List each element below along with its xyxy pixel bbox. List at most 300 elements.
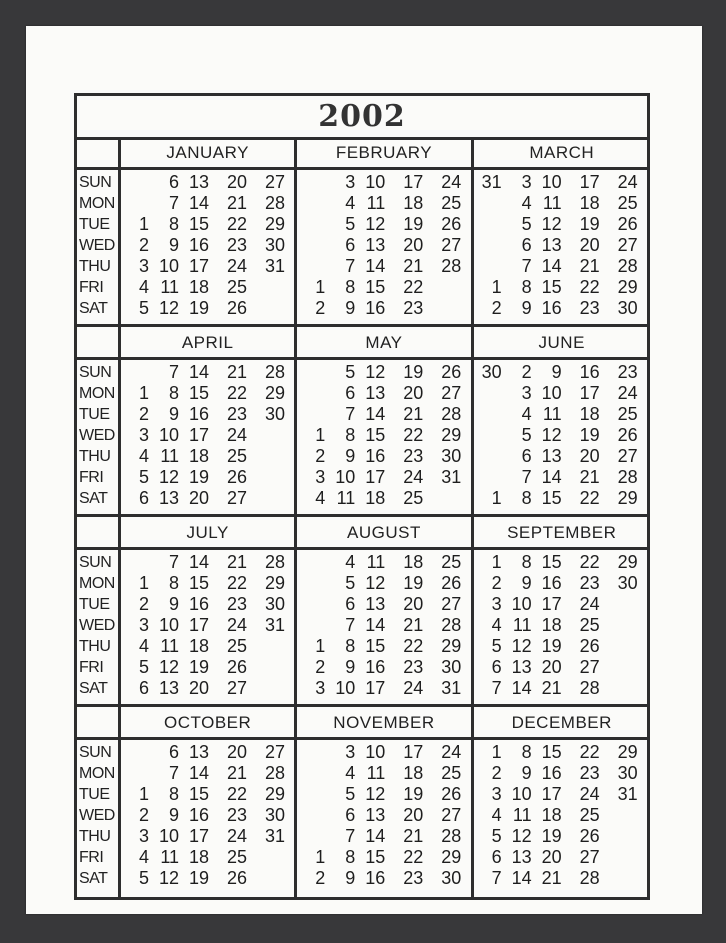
date-cell: 24 [617, 383, 638, 403]
date-cell: 28 [441, 826, 462, 846]
date-cell: 10 [541, 383, 562, 403]
week-row [474, 488, 650, 509]
date-cell: 11 [512, 805, 532, 825]
day-label: TUE [79, 406, 110, 423]
date-cell: 8 [168, 784, 179, 804]
week-row [121, 235, 294, 256]
date-cell: 21 [403, 826, 424, 846]
day-labels-column [77, 707, 121, 897]
date-cell: 9 [521, 573, 532, 593]
date-cell: 6 [345, 235, 356, 255]
date-cell: 12 [511, 826, 532, 846]
date-cell: 12 [365, 214, 386, 234]
date-cell: 8 [521, 742, 532, 762]
date-cell: 29 [264, 383, 285, 403]
week-row [297, 256, 470, 277]
date-cell: 22 [226, 214, 247, 234]
week-row [297, 784, 470, 805]
date-cell: 9 [345, 298, 356, 318]
date-cell: 4 [138, 636, 149, 656]
month-name: FEBRUARY [297, 137, 470, 170]
date-cell: 13 [365, 594, 386, 614]
date-cell: 27 [226, 488, 247, 508]
date-cell: 29 [264, 214, 285, 234]
week-row [474, 615, 650, 636]
month-block [121, 327, 297, 514]
week-row [121, 784, 294, 805]
date-cell: 14 [188, 193, 209, 213]
day-label: MON [79, 195, 115, 212]
date-cell: 28 [441, 615, 462, 635]
date-cell: 28 [441, 256, 462, 276]
date-cell: 4 [521, 404, 532, 424]
date-cell: 8 [345, 277, 356, 297]
date-cell: 13 [511, 847, 532, 867]
date-cell: 21 [226, 552, 247, 572]
date-cell: 25 [226, 636, 247, 656]
date-cell: 13 [365, 383, 386, 403]
date-cell: 27 [226, 678, 247, 698]
week-row [297, 298, 470, 319]
date-cell: 16 [188, 805, 209, 825]
day-label: WED [79, 427, 115, 444]
date-cell: 26 [441, 214, 462, 234]
week-row [121, 467, 294, 488]
date-cell: 13 [365, 805, 386, 825]
date-cell: 13 [158, 488, 179, 508]
date-cell: 18 [188, 446, 209, 466]
date-cell: 23 [226, 805, 247, 825]
date-cell: 14 [511, 868, 532, 888]
date-cell: 22 [403, 277, 424, 297]
month-block [121, 517, 297, 704]
date-cell: 26 [617, 214, 638, 234]
date-cell: 3 [138, 425, 149, 445]
date-cell: 25 [226, 277, 247, 297]
date-cell: 15 [188, 784, 209, 804]
date-cell: 2 [315, 868, 326, 888]
date-cell: 27 [617, 446, 638, 466]
date-cell: 29 [441, 636, 462, 656]
day-labels-column [77, 327, 121, 514]
month-name: AUGUST [297, 517, 470, 550]
date-cell: 19 [188, 868, 209, 888]
week-row [297, 467, 470, 488]
day-labels-column [77, 137, 121, 324]
date-cell: 25 [226, 446, 247, 466]
date-cell: 19 [403, 573, 424, 593]
date-cell: 17 [579, 383, 600, 403]
date-cell: 5 [345, 214, 356, 234]
date-cell: 10 [158, 826, 179, 846]
week-row [121, 657, 294, 678]
date-cell: 18 [188, 277, 209, 297]
date-cell: 21 [579, 467, 600, 487]
date-cell: 19 [188, 657, 209, 677]
date-cell: 23 [226, 404, 247, 424]
date-cell: 14 [188, 763, 209, 783]
date-cell: 24 [226, 615, 247, 635]
date-cell: 13 [158, 678, 179, 698]
calendar-frame [74, 93, 650, 900]
date-cell: 26 [579, 826, 600, 846]
month-block [121, 707, 297, 897]
date-cell: 22 [579, 552, 600, 572]
day-label: SUN [79, 744, 112, 761]
date-cell: 16 [188, 404, 209, 424]
date-cell: 30 [264, 594, 285, 614]
date-cell: 13 [511, 657, 532, 677]
date-cell: 18 [579, 404, 600, 424]
date-cell: 5 [345, 573, 356, 593]
date-cell: 27 [579, 657, 600, 677]
week-row [474, 678, 650, 699]
date-cell: 7 [521, 256, 532, 276]
week-row [474, 763, 650, 784]
date-cell: 1 [491, 552, 502, 572]
week-row [121, 193, 294, 214]
date-cell: 17 [403, 172, 424, 192]
date-cell: 25 [441, 552, 462, 572]
week-row [474, 636, 650, 657]
month-block [297, 707, 473, 897]
day-label: THU [79, 638, 111, 655]
date-cell: 24 [226, 256, 247, 276]
week-row [121, 214, 294, 235]
date-cell: 5 [521, 425, 532, 445]
date-cell: 26 [226, 467, 247, 487]
date-cell: 21 [226, 362, 247, 382]
date-cell: 23 [403, 868, 424, 888]
date-cell: 25 [226, 847, 247, 867]
date-cell: 2 [521, 362, 532, 382]
date-cell: 28 [617, 256, 638, 276]
date-cell: 10 [365, 742, 386, 762]
date-cell: 17 [541, 784, 562, 804]
date-cell: 12 [365, 362, 386, 382]
date-cell: 14 [365, 615, 386, 635]
date-cell: 29 [441, 847, 462, 867]
date-cell: 12 [365, 784, 386, 804]
date-cell: 22 [403, 847, 424, 867]
date-cell: 30 [264, 235, 285, 255]
date-cell: 6 [521, 235, 532, 255]
day-label: MON [79, 765, 115, 782]
date-cell: 28 [579, 868, 600, 888]
date-cell: 15 [365, 425, 386, 445]
date-cell: 28 [264, 362, 285, 382]
day-label: MON [79, 385, 115, 402]
date-cell: 19 [579, 214, 600, 234]
date-cell: 11 [160, 446, 179, 466]
week-row [121, 172, 294, 193]
date-cell: 21 [541, 678, 562, 698]
date-cell: 26 [226, 657, 247, 677]
week-row [297, 636, 470, 657]
date-cell: 3 [491, 784, 502, 804]
date-cell: 17 [188, 425, 209, 445]
date-cell: 10 [335, 678, 356, 698]
date-cell: 31 [617, 784, 638, 804]
date-cell: 15 [365, 636, 386, 656]
date-cell: 17 [579, 172, 600, 192]
date-cell: 22 [226, 573, 247, 593]
date-cell: 2 [491, 763, 502, 783]
date-cell: 17 [188, 256, 209, 276]
week-row [297, 552, 470, 573]
date-cell: 31 [264, 615, 285, 635]
date-cell: 22 [579, 742, 600, 762]
date-cell: 22 [579, 277, 600, 297]
week-row [297, 573, 470, 594]
date-cell: 8 [168, 573, 179, 593]
date-cell: 21 [579, 256, 600, 276]
week-row [121, 742, 294, 763]
date-cell: 2 [138, 235, 149, 255]
date-cell: 3 [345, 172, 356, 192]
date-cell: 25 [617, 404, 638, 424]
date-cell: 31 [264, 256, 285, 276]
week-row [474, 805, 650, 826]
date-cell: 23 [617, 362, 638, 382]
date-cell: 14 [541, 256, 562, 276]
date-cell: 6 [345, 805, 356, 825]
date-cell: 11 [366, 763, 386, 783]
date-cell: 14 [511, 678, 532, 698]
week-row [474, 467, 650, 488]
date-cell: 29 [617, 552, 638, 572]
date-cell: 23 [403, 298, 424, 318]
date-cell: 20 [226, 742, 247, 762]
date-cell: 1 [315, 847, 326, 867]
date-cell: 16 [365, 657, 386, 677]
date-cell: 6 [345, 594, 356, 614]
day-label: TUE [79, 596, 110, 613]
date-cell: 19 [541, 826, 562, 846]
date-cell: 6 [138, 678, 149, 698]
week-row [121, 298, 294, 319]
day-label: SAT [79, 680, 108, 697]
date-cell: 29 [617, 277, 638, 297]
date-cell: 12 [541, 214, 562, 234]
date-cell: 7 [168, 552, 179, 572]
day-label: SAT [79, 300, 108, 317]
date-cell: 31 [441, 678, 462, 698]
date-cell: 25 [403, 488, 424, 508]
week-row [297, 847, 470, 868]
date-cell: 13 [541, 235, 562, 255]
date-cell: 20 [403, 235, 424, 255]
date-cell: 1 [315, 277, 326, 297]
date-cell: 22 [226, 383, 247, 403]
date-cell: 10 [335, 467, 356, 487]
week-row [121, 847, 294, 868]
date-cell: 29 [264, 573, 285, 593]
quarter-block [77, 327, 647, 517]
day-label: THU [79, 258, 111, 275]
date-cell: 26 [441, 784, 462, 804]
date-cell: 2 [315, 298, 326, 318]
month-block [474, 517, 650, 704]
date-cell: 6 [168, 172, 179, 192]
day-label: SUN [79, 364, 112, 381]
week-row [474, 573, 650, 594]
date-cell: 4 [521, 193, 532, 213]
date-cell: 9 [168, 404, 179, 424]
date-cell: 18 [403, 193, 424, 213]
date-cell: 6 [138, 488, 149, 508]
date-cell: 24 [226, 826, 247, 846]
week-row [474, 362, 650, 383]
quarter-block [77, 137, 647, 327]
date-cell: 3 [521, 172, 532, 192]
date-cell: 12 [158, 657, 179, 677]
date-cell: 23 [226, 235, 247, 255]
date-cell: 27 [617, 235, 638, 255]
month-name: APRIL [121, 327, 294, 360]
date-cell: 5 [138, 467, 149, 487]
date-cell: 2 [138, 594, 149, 614]
date-cell: 25 [441, 763, 462, 783]
date-cell: 9 [168, 235, 179, 255]
date-cell: 20 [226, 172, 247, 192]
week-row [121, 256, 294, 277]
month-block [474, 707, 650, 897]
week-row [297, 214, 470, 235]
week-row [121, 615, 294, 636]
date-cell: 19 [541, 636, 562, 656]
date-cell: 28 [264, 763, 285, 783]
date-cell: 8 [345, 636, 356, 656]
month-block [474, 327, 650, 514]
date-cell: 16 [365, 868, 386, 888]
date-cell: 24 [441, 742, 462, 762]
date-cell: 10 [365, 172, 386, 192]
week-row [297, 362, 470, 383]
date-cell: 1 [491, 277, 502, 297]
date-cell: 22 [226, 784, 247, 804]
date-cell: 26 [617, 425, 638, 445]
date-cell: 30 [617, 763, 638, 783]
date-cell: 19 [403, 362, 424, 382]
date-cell: 29 [617, 742, 638, 762]
date-cell: 8 [521, 277, 532, 297]
date-cell: 11 [366, 552, 386, 572]
date-cell: 11 [542, 404, 562, 424]
date-cell: 29 [617, 488, 638, 508]
date-cell: 23 [579, 763, 600, 783]
date-cell: 21 [226, 193, 247, 213]
week-row [297, 805, 470, 826]
week-row [297, 678, 470, 699]
date-cell: 28 [264, 552, 285, 572]
date-cell: 14 [541, 467, 562, 487]
date-cell: 15 [541, 488, 562, 508]
week-row [474, 298, 650, 319]
day-label: SAT [79, 490, 108, 507]
date-cell: 11 [160, 636, 179, 656]
date-cell: 9 [345, 868, 356, 888]
date-cell: 5 [138, 868, 149, 888]
date-cell: 17 [188, 615, 209, 635]
week-row [474, 214, 650, 235]
week-row [297, 826, 470, 847]
week-row [474, 594, 650, 615]
date-cell: 24 [441, 172, 462, 192]
date-cell: 14 [365, 256, 386, 276]
date-cell: 18 [541, 805, 562, 825]
date-cell: 9 [551, 362, 562, 382]
date-cell: 20 [541, 657, 562, 677]
date-cell: 24 [617, 172, 638, 192]
date-cell: 15 [188, 573, 209, 593]
week-row [121, 425, 294, 446]
date-cell: 3 [345, 742, 356, 762]
date-cell: 24 [403, 678, 424, 698]
week-row [474, 847, 650, 868]
day-label: TUE [79, 216, 110, 233]
date-cell: 7 [168, 193, 179, 213]
date-cell: 4 [315, 488, 326, 508]
date-cell: 10 [541, 172, 562, 192]
date-cell: 27 [441, 235, 462, 255]
date-cell: 7 [168, 763, 179, 783]
week-row [474, 657, 650, 678]
week-row [474, 277, 650, 298]
date-cell: 16 [365, 446, 386, 466]
month-block [297, 517, 473, 704]
month-block [297, 327, 473, 514]
date-cell: 30 [617, 298, 638, 318]
week-row [297, 425, 470, 446]
date-cell: 18 [403, 763, 424, 783]
date-cell: 9 [345, 657, 356, 677]
date-cell: 15 [365, 277, 386, 297]
date-cell: 1 [491, 742, 502, 762]
date-cell: 14 [188, 552, 209, 572]
date-cell: 18 [188, 636, 209, 656]
day-label: SUN [79, 174, 112, 191]
date-cell: 21 [541, 868, 562, 888]
date-cell: 16 [541, 573, 562, 593]
date-cell: 9 [521, 763, 532, 783]
date-cell: 11 [160, 847, 179, 867]
date-cell: 2 [315, 657, 326, 677]
date-cell: 24 [403, 467, 424, 487]
date-cell: 6 [491, 847, 502, 867]
date-cell: 17 [541, 594, 562, 614]
date-cell: 27 [441, 383, 462, 403]
week-row [121, 383, 294, 404]
date-cell: 25 [579, 615, 600, 635]
date-cell: 15 [541, 552, 562, 572]
date-cell: 25 [617, 193, 638, 213]
day-label: MON [79, 575, 115, 592]
month-name: NOVEMBER [297, 707, 470, 740]
date-cell: 7 [491, 868, 502, 888]
date-cell: 22 [403, 636, 424, 656]
date-cell: 4 [491, 805, 502, 825]
date-cell: 5 [521, 214, 532, 234]
week-row [121, 826, 294, 847]
date-cell: 15 [541, 742, 562, 762]
date-cell: 21 [403, 256, 424, 276]
date-cell: 10 [511, 594, 532, 614]
date-cell: 11 [512, 615, 532, 635]
week-row [474, 552, 650, 573]
date-cell: 15 [188, 214, 209, 234]
date-cell: 12 [365, 573, 386, 593]
